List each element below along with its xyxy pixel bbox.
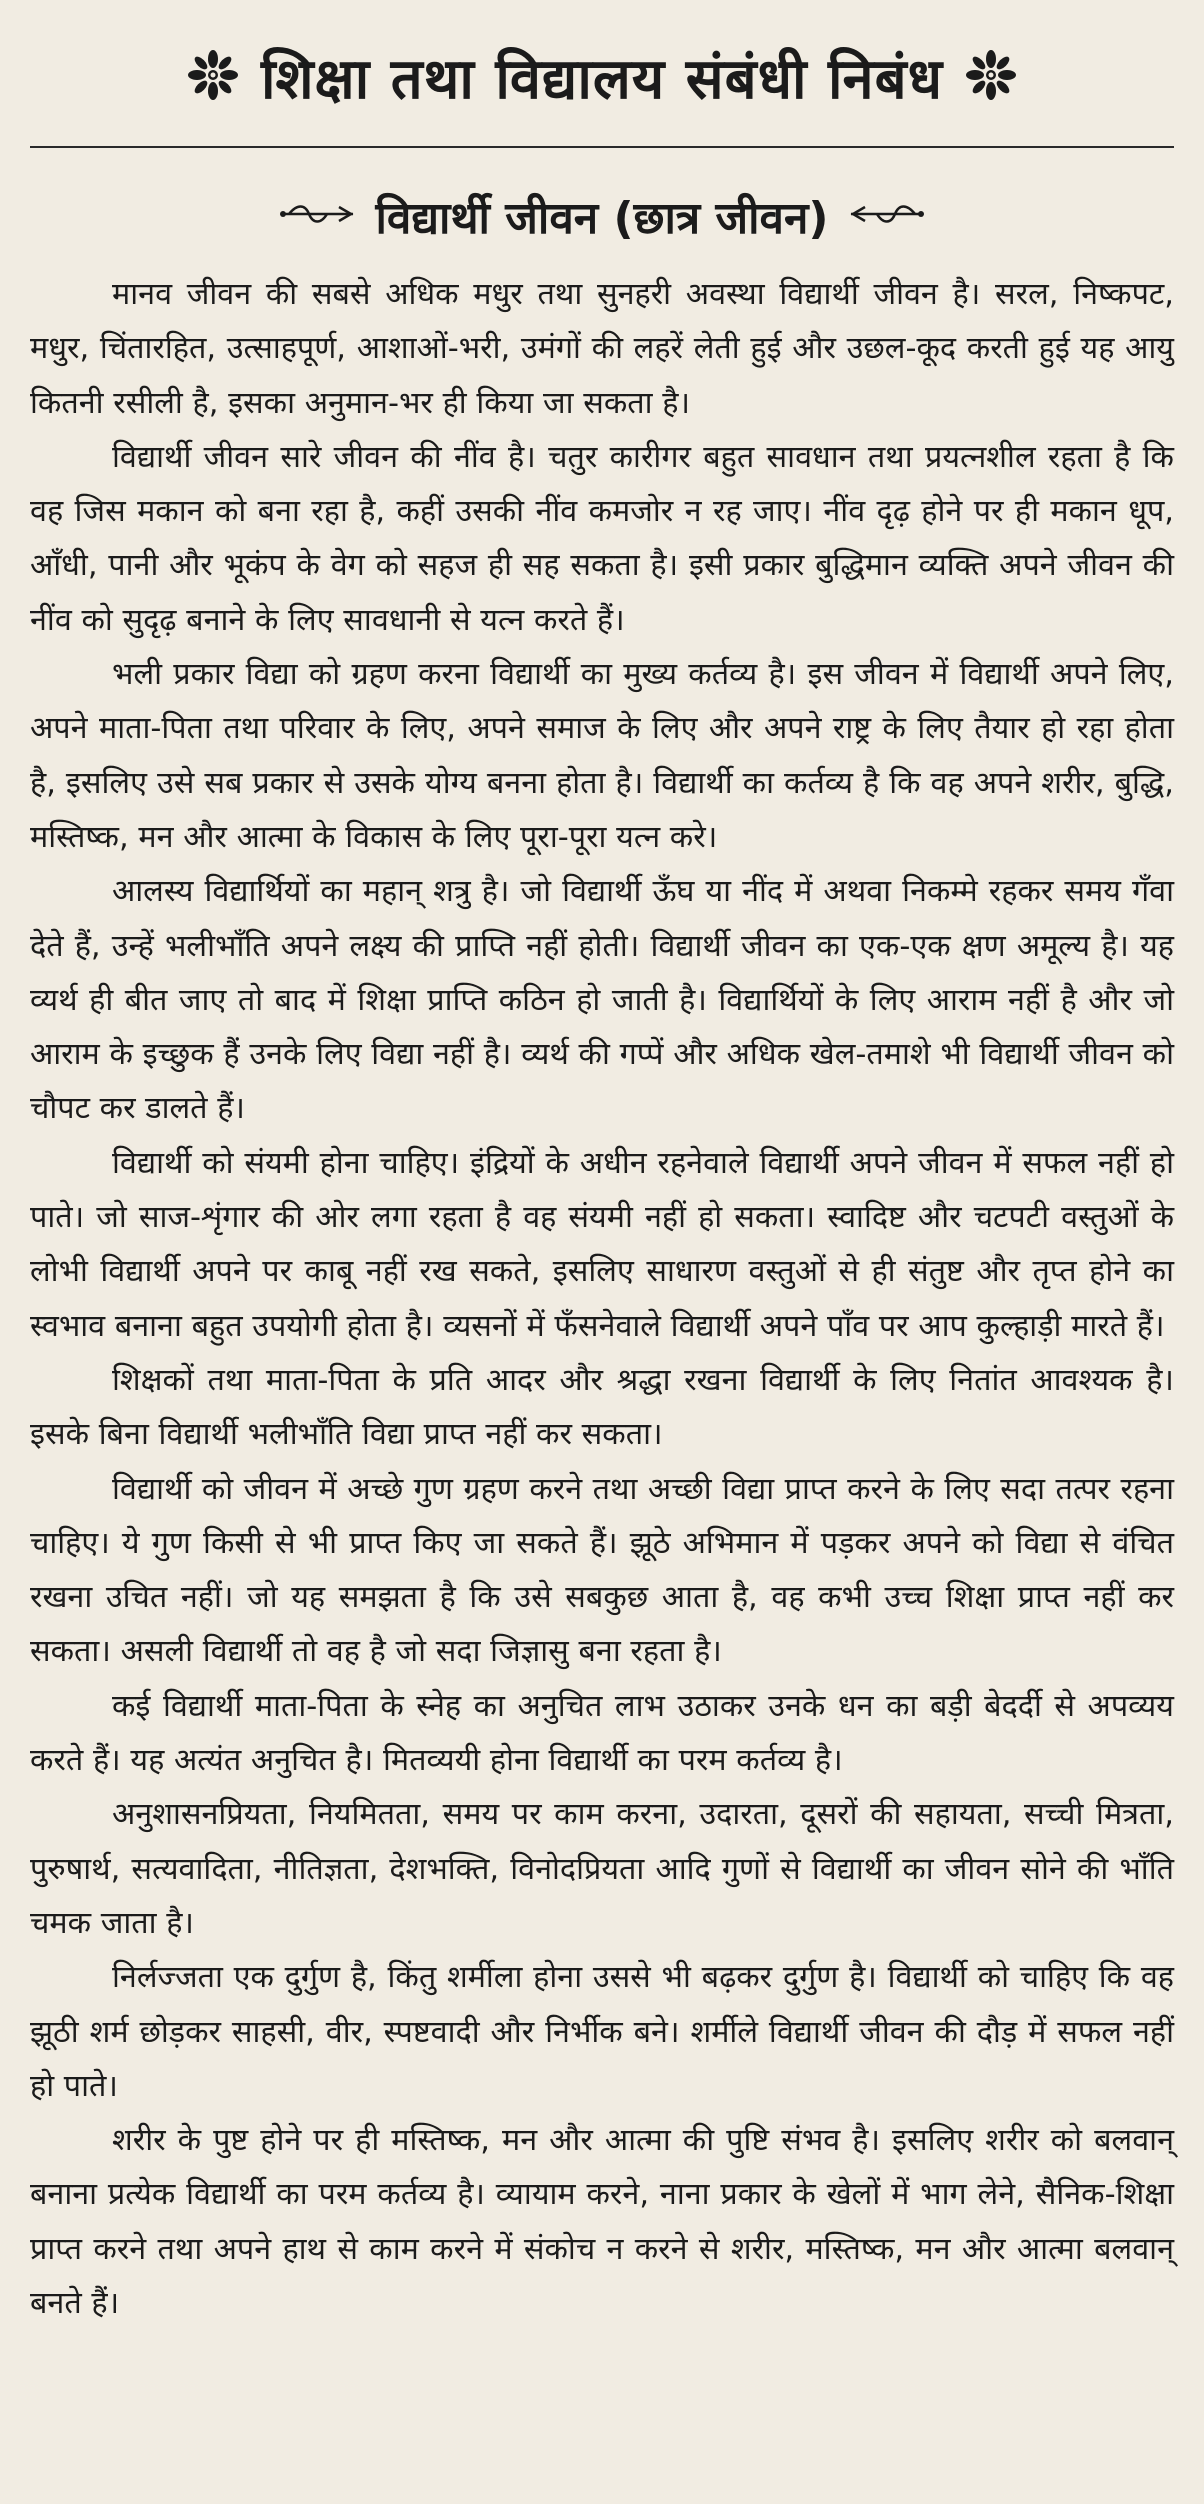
title-row — [30, 36, 1174, 118]
paragraph: अनुशासनप्रियता, नियमितता, समय पर काम करना, उदारता, दूसरों की सहायता, सच्ची मित्रता, पुरुषार्थ, सत्यवादिता, नीतिज्ञता, देशभक्ति, विनोदप्रियता आदि गुणों से विद्यार्थी का जीवन सोने की भाँति चमक जाता है। — [30, 1797, 1174, 1941]
paragraph: विद्यार्थी जीवन सारे जीवन की नींव है। चतुर कारीगर बहुत सावधान तथा प्रयत्नशील रहता है कि वह जिस मकान को बना रहा है, कहीं उसकी नींव कमजोर न रह जाए। नींव दृढ़ होने पर ही मकान धूप, आँधी, पानी और भूकंप के वेग को सहज ही सह सकता है। इसी प्रकार बुद्धिमान व्यक्ति अपने जीवन की नींव को सुदृढ़ बनाने के लिए सावधानी से यत्न करते हैं। — [30, 439, 1174, 638]
paragraph: आलस्य विद्यार्थियों का महान् शत्रु है। जो विद्यार्थी ऊँघ या नींद में अथवा निकम्मे रहकर समय गँवा देते हैं, उन्हें भलीभाँति अपने लक्ष्य की प्राप्ति नहीं होती। विद्यार्थी जीवन का एक-एक क्षण अमूल्य है। यह व्यर्थ ही बीत जाए तो बाद में शिक्षा प्राप्ति कठिन हो जाती है। विद्यार्थियों के लिए आराम नहीं है और जो आराम के इच्छुक हैं उनके लिए विद्या नहीं है। व्यर्थ की गप्पें और अधिक खेल-तमाशे भी विद्यार्थी जीवन को चौपट कर डालते हैं। — [30, 874, 1174, 1127]
right-flourish-icon — [847, 201, 925, 231]
essay-body — [30, 268, 1174, 2331]
section-heading: विद्यार्थी जीवन (छात्र जीवन) — [375, 193, 829, 244]
paragraph: विद्यार्थी को जीवन में अच्छे गुण ग्रहण करने तथा अच्छी विद्या प्राप्त करने के लिए सदा तत्पर रहना चाहिए। ये गुण किसी से भी प्राप्त किए जा सकते हैं। झूठे अभिमान में पड़कर अपने को विद्या से वंचित रखना उचित नहीं। जो यह समझता है कि उसे सबकुछ आता है, वह कभी उच्च शिक्षा प्राप्त नहीं कर सकता। असली विद्यार्थी तो वह है जो सदा जिज्ञासु बना रहता है। — [30, 1471, 1174, 1670]
right-floral-ornament-icon — [965, 49, 1017, 105]
paragraph: भली प्रकार विद्या को ग्रहण करना विद्यार्थी का मुख्य कर्तव्य है। इस जीवन में विद्यार्थी अपने लिए, अपने माता-पिता तथा परिवार के लिए, अपने समाज के लिए और अपने राष्ट्र के लिए तैयार हो रहा होता है, इसलिए उसे सब प्रकार से उसके योग्य बनना होता है। विद्यार्थी का कर्तव्य है कि वह अपने शरीर, बुद्धि, मस्तिष्क, मन और आत्मा के विकास के लिए पूरा-पूरा यत्न करे। — [30, 657, 1174, 855]
left-flourish-icon — [279, 201, 357, 231]
paragraph: विद्यार्थी को संयमी होना चाहिए। इंद्रियों के अधीन रहनेवाले विद्यार्थी अपने जीवन में सफल नहीं हो पाते। जो साज-शृंगार की ओर लगा रहता है वह संयमी नहीं हो सकता। स्वादिष्ट और चटपटी वस्तुओं के लोभी विद्यार्थी अपने पर काबू नहीं रख सकते, इसलिए साधारण वस्तुओं से ही संतुष्ट और तृप्त होने का स्वभाव बनाना बहुत उपयोगी होता है। व्यसनों में फँसनेवाले विद्यार्थी अपने पाँव पर आप कुल्हाड़ी मारते हैं। — [30, 1145, 1174, 1344]
subtitle-row — [30, 186, 1174, 246]
page-title: शिक्षा तथा विद्यालय संबंधी निबंध — [260, 47, 944, 112]
paragraph: शरीर के पुष्ट होने पर ही मस्तिष्क, मन और आत्मा की पुष्टि संभव है। इसलिए शरीर को बलवान् बनाना प्रत्येक विद्यार्थी का परम कर्तव्य है। व्यायाम करने, नाना प्रकार के खेलों में भाग लेने, सैनिक-शिक्षा प्राप्त करने तथा अपने हाथ से काम करने में संकोच न करने से शरीर, मस्तिष्क, मन और आत्मा बलवान् बनते हैं। — [30, 2123, 1174, 2321]
paragraph: कई विद्यार्थी माता-पिता के स्नेह का अनुचित लाभ उठाकर उनके धन का बड़ी बेदर्दी से अपव्यय करते हैं। यह अत्यंत अनुचित है। मितव्ययी होना विद्यार्थी का परम कर्तव्य है। — [30, 1688, 1174, 1779]
paragraph: निर्लज्जता एक दुर्गुण है, किंतु शर्मीला होना उससे भी बढ़कर दुर्गुण है। विद्यार्थी को चाहिए कि वह झूठी शर्म छोड़कर साहसी, वीर, स्पष्टवादी और निर्भीक बने। शर्मीले विद्यार्थी जीवन की दौड़ में सफल नहीं हो पाते। — [30, 1960, 1174, 2104]
paragraph: शिक्षकों तथा माता-पिता के प्रति आदर और श्रद्धा रखना विद्यार्थी के लिए नितांत आवश्यक है। इसके बिना विद्यार्थी भलीभाँति विद्या प्राप्त नहीं कर सकता। — [30, 1362, 1174, 1453]
paragraph: मानव जीवन की सबसे अधिक मधुर तथा सुनहरी अवस्था विद्यार्थी जीवन है। सरल, निष्कपट, मधुर, चिंतारहित, उत्साहपूर्ण, आशाओं-भरी, उमंगों की लहरें लेती हुई और उछल-कूद करती हुई यह आयु कितनी रसीली है, इसका अनुमान-भर ही किया जा सकता है। — [30, 277, 1174, 421]
title-divider — [30, 146, 1174, 148]
left-floral-ornament-icon — [187, 49, 239, 105]
